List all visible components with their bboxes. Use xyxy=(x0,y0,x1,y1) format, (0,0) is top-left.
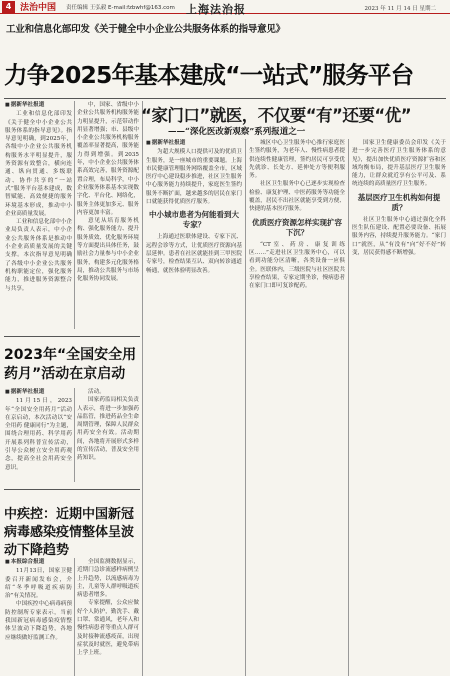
paragraph: 专家提醒，公众应做好个人防护，勤洗手、戴口罩、常通风，老年人和慢性病患者等重点人群可及时接种流感疫苗，出现症状及时就医，避免带病上学上班。 xyxy=(77,600,139,657)
paragraph: 11月13日，国家卫健委召开新闻发布会，介绍“冬季呼吸道疾病防治”有关情况。 xyxy=(5,568,72,600)
feature-column-1 xyxy=(146,139,242,676)
lead-column-2 xyxy=(77,101,139,331)
paragraph: 工业和信息化部印发《关于健全中小企业公共服务体系的指导意见》。指导意见明确，到2025年，各级中小企业公共服务机构服务水平明显提升，服务资源有效整合，横向连通、纵向贯通、多级联动、协作共享的“一站式”服务平台基本建成，数智赋能、高效便捷的服务环境基本形成，推动中小企业高质量发展。 xyxy=(5,111,72,217)
column-rule xyxy=(74,558,75,676)
column-rule xyxy=(348,139,349,676)
lead-reporter: ■ 据新华社报道 xyxy=(5,101,72,109)
newspaper-title: 上海法治报 xyxy=(186,3,246,16)
paragraph: 社区卫生服务中心通过强化全科医生队伍建设、配置必要设备、拓展服务内容，持续提升服务能力。“家门口”就医，从“有没有”向“好不好”转变，居民获得感不断增强。 xyxy=(352,216,446,256)
paragraph: 11月15日，2023年“全国安全用药月”活动在京启动，本次活动以“安全用药 健康同行”为主题，围绕合理用药、科学用药开展系列科普宣传活动，引导公众树立安全用药观念，提高全社会用药安全意识。 xyxy=(5,398,72,471)
paragraph: 上海通过医联体建设、专家下沉、远程会诊等方式，让优质医疗资源向基层延伸。患者在社区就能挂到三甲医院专家号，检查结果互认、双向转诊通道畅通，就医体验明显改善。 xyxy=(146,234,242,274)
article2-column-2 xyxy=(77,388,139,484)
inner-heading: 基层医疗卫生机构如何提质？ xyxy=(357,192,441,212)
divider xyxy=(4,336,140,337)
article2-headline: 2023年“全国安全用药月”活动在京启动 xyxy=(4,347,137,382)
article2-column-1 xyxy=(5,388,72,484)
column-rule xyxy=(142,101,143,676)
article2-reporter: ■ 据新华社报道 xyxy=(5,388,72,396)
section-name: 法治中国 xyxy=(20,3,57,13)
feature-column-3 xyxy=(352,139,446,676)
paragraph: 国家卫生健康委员会印发《关于进一步完善医疗卫生服务体系的意见》，提出加快优质医疗资源扩容和区域均衡布局，提升基层医疗卫生服务能力，让群众就近享有公平可及、系统连续的高质量医疗卫生服务。 xyxy=(352,140,446,188)
paragraph: 工业和信息化部中小企业局负责人表示，中小企业公共服务体系是推动中小企业高质量发展的关键支撑。本次指导意见明确了各级中小企业公共服务机构职能定位，强化服务能力，推进服务资源整合与共享。 xyxy=(5,219,72,292)
column-rule xyxy=(74,388,75,482)
paragraph: “CT室、药房、康复训练区……”走进社区卫生服务中心，可以看到功能分区清晰，各类设备一应俱全。医联体内，三级医院与社区医院共享检查结果，专家定期坐诊，慢病患者在家门口即可复诊配药。 xyxy=(249,241,345,290)
lead-kicker: 工业和信息化部印发《关于健全中小企业公共服务体系的指导意见》 xyxy=(6,24,286,35)
paragraph: 社区卫生服务中心已逐步实现检查检验、康复护理、中医药服务等功能全覆盖，居民不出社区就能享受到方便、快捷的基本医疗服务。 xyxy=(249,181,345,213)
page-number: 4 xyxy=(2,1,15,13)
paragraph: 为超大规模人口提供可及的优质卫生服务，是一座城市的重要课题。上海市民健康管理服务网络覆盖全市，区域医疗中心建设稳步推进，社区卫生服务中心服务能力持续提升，家庭医生签约服务不断扩面，越来越多的居民在家门口就能获得优质医疗服务。 xyxy=(146,149,242,206)
feature-column-2 xyxy=(249,139,345,676)
lead-column-1 xyxy=(5,101,72,331)
paragraph: 意见从培育服务机构、强化服务能力、提升服务质效、优化服务环境等方面提出具体任务，鼓励社会力量参与中小企业服务，构建多元化服务格局，推动公共服务与市场化服务协同发展。 xyxy=(77,218,139,283)
paragraph: 国家药监局相关负责人表示，将进一步加强药品监管，推进药品全生命周期管理，保障人民群众用药安全有效。活动期间，各地将开展形式多样的宣传活动，普及安全用药知识。 xyxy=(77,397,139,462)
paragraph: 全国监测数据显示，近期门急诊流感样病例呈上升趋势，以流感病毒为主，儿童等人群呼吸道疾病患者增多。 xyxy=(77,559,139,599)
inner-heading: 中小城市患者为何能看到大专家？ xyxy=(149,210,239,230)
paragraph: 城区中心卫生服务中心推行家庭医生签约服务，为老年人、慢性病患者提供连续性健康管理，签约居民可享受优先就诊、长处方、延伸处方等便利服务。 xyxy=(249,140,345,180)
article3-reporter: ■ 本报综合报道 xyxy=(5,558,72,566)
inner-heading: 优质医疗资源怎样实现扩容下沉？ xyxy=(252,217,342,237)
paragraph: 中，国家、省级中小企业公共服务机构服务能力明显提升，示范带动作用显著增强；市、县级中小企业公共服务机构服务覆盖率显著提高，服务能力得到增强。到2035年，中小企业公共服务体系高效完善，服务资源配置合理，布局科学，中小企业服务体系基本实现数字化、平台化、网络化，服务主体更加多元、服务内容更加丰富。 xyxy=(77,102,139,216)
article3-column-1 xyxy=(5,558,72,676)
feature-subtitle: ——“深化医改新观察”系列报道之一 xyxy=(168,127,306,137)
feature-headline: “家门口”就医，不仅要“有”还要“优” xyxy=(141,106,412,125)
paragraph: 中国疾控中心病毒病预防控制所专家表示，当前我国新冠病毒感染疫情整体呈波动下降趋势，各地应继续做好监测工作。 xyxy=(5,601,72,641)
divider xyxy=(4,98,446,99)
article3-headline: 中疾控：近期中国新冠病毒感染疫情整体呈波动下降趋势 xyxy=(4,507,135,558)
issue-date: 2023 年 11 月 14 日 星期二 xyxy=(364,6,436,12)
feature-reporter: ■ 据新华社报道 xyxy=(146,139,242,147)
paragraph: 活动。 xyxy=(88,389,105,395)
lead-headline: 力争2025年基本建成“一站式”服务平台 xyxy=(4,61,414,89)
column-rule xyxy=(74,101,75,329)
article3-column-2 xyxy=(77,558,139,676)
column-rule xyxy=(245,139,246,676)
divider xyxy=(4,489,140,490)
editor-line: 责任编辑 王弘毅 E-mail:fzbwhf@163.com xyxy=(66,4,175,11)
